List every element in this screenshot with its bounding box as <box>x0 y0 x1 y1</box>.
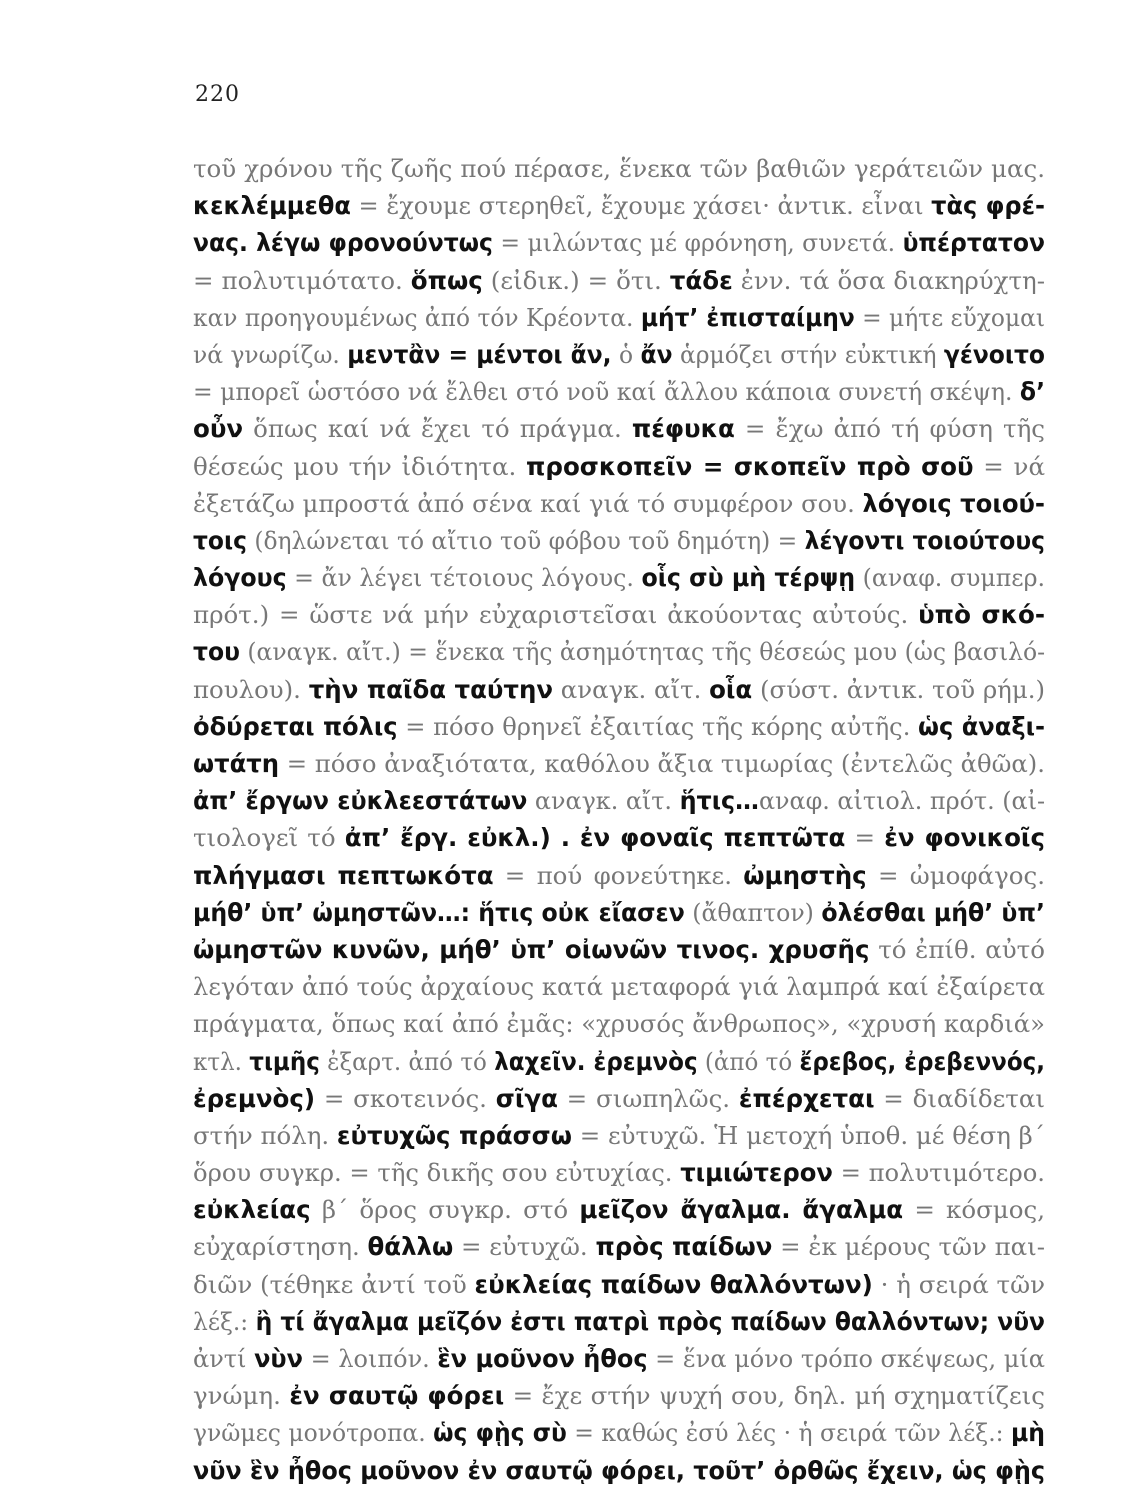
lemma-term: ἐπέρχεται <box>738 1083 875 1113</box>
lemma-term: ὅπως <box>410 265 483 295</box>
text-line <box>193 1377 1045 1414</box>
lemma-term: τοις <box>193 525 247 555</box>
text-line <box>193 968 1045 1005</box>
text-line <box>193 931 1045 968</box>
gloss-text: = σκοτεινός. <box>315 1083 496 1113</box>
lemma-term: ἄν <box>640 339 673 369</box>
lemma-term: λόγους <box>193 563 287 593</box>
lemma-term: θάλλω <box>367 1232 454 1262</box>
lemma-term: ἓν μοῦνον ἦθος <box>437 1344 648 1373</box>
gloss-text: γνῶμες μονότροπα. <box>193 1418 434 1448</box>
lemma-term: μήτ’ ἐπισταίμην <box>640 302 855 332</box>
gloss-text: = ἐκ μέρους τῶν παι- <box>772 1232 1045 1262</box>
lemma-term: τάδε <box>669 265 733 295</box>
lemma-term: ἥτις… <box>679 786 759 816</box>
lemma-term: του <box>193 637 240 667</box>
text-line <box>193 187 1045 224</box>
text-line <box>193 1228 1045 1265</box>
text-line <box>193 596 1045 633</box>
lemma-term: λόγοις τοιού- <box>862 488 1045 518</box>
gloss-text: γνώμη. <box>193 1381 290 1411</box>
text-line <box>193 299 1045 336</box>
lemma-term: τιμῆς <box>249 1046 320 1076</box>
lemma-term: ἔρεβος, ἐρεβεννός, <box>799 1046 1045 1076</box>
lemma-term: νας. λέγω φρονούντως <box>193 228 493 258</box>
text-line <box>193 485 1045 522</box>
lemma-term: οἷα <box>709 674 753 704</box>
lemma-term: οἷς σὺ μὴ τέρψῃ <box>641 563 856 593</box>
gloss-text: κτλ. <box>193 1046 250 1076</box>
gloss-text: πράγματα, ὅπως καί ἀπό ἐμᾶς: «χρυσός ἄνθρωπος», «χρυσή καρδιά» <box>193 1009 1045 1039</box>
gloss-text: ἐνν. τά ὅσα διακηρύχτη- <box>732 265 1045 295</box>
gloss-text: = λοιπόν. <box>302 1344 438 1373</box>
text-line <box>193 1080 1045 1117</box>
gloss-text: τιολογεῖ τό <box>193 823 345 853</box>
gloss-text: = πολυτιμότερο. <box>832 1158 1045 1188</box>
lemma-term: λαχεῖν. ἐρεμνὸς <box>494 1046 698 1076</box>
gloss-text: ὅρου συγκρ. = τῆς δικῆς σου εὐτυχίας. <box>193 1158 681 1188</box>
gloss-text: = νά <box>973 451 1045 481</box>
text-line <box>193 1005 1045 1042</box>
lemma-term: εὐκλείας παίδων θαλλόντων) <box>474 1269 873 1299</box>
lemma-term: οὖν <box>193 414 244 444</box>
lemma-term: λέγοντι τοιούτους <box>804 525 1045 555</box>
lemma-term: ἐν φονικοῖς <box>884 823 1045 853</box>
gloss-text: = πόσο ἀναξιότατα, καθόλου ἄξια τιμωρίας (ἐντελῶς ἀθῶα). <box>279 749 1045 778</box>
text-line <box>193 522 1045 559</box>
gloss-text: νά γνωρίζω. <box>193 339 348 369</box>
text-line <box>193 1154 1045 1191</box>
gloss-text: = μιλώντας μέ φρόνηση, συνετά. <box>492 228 903 258</box>
gloss-text: = διαδίδεται <box>874 1083 1045 1113</box>
text-line <box>193 1266 1045 1303</box>
lemma-term: ὠμηστῶν κυνῶν, μήθ’ ὑπ’ οἰωνῶν τινος. χρυσῆς <box>193 934 870 964</box>
text-line <box>193 745 1045 782</box>
gloss-text: λέξ.: <box>193 1306 256 1336</box>
gloss-text: λεγόταν ἀπό τούς ἀρχαίους κατά μεταφορά γιά λαμπρά καί ἐξαίρετα <box>193 972 1045 1002</box>
gloss-text: = ὠμοφάγος. <box>866 860 1045 890</box>
gloss-text: τό ἐπίθ. αὐτό <box>869 934 1045 964</box>
lemma-term: δ’ <box>1019 377 1045 407</box>
gloss-text: = πόσο θρηνεῖ ἐξαιτίας τῆς κόρης αὐτῆς. <box>397 711 919 741</box>
gloss-text: διῶν (τέθηκε ἀντί τοῦ <box>193 1269 475 1299</box>
lemma-term: ἀπ’ ἔργων εὐκλεεστάτων <box>193 786 528 816</box>
gloss-text: εὐχαρίστηση. <box>193 1232 368 1262</box>
gloss-text: = ἕνα μόνο τρόπο σκέψεως, μία <box>647 1344 1045 1373</box>
lemma-term: εὐκλείας <box>193 1195 311 1225</box>
lemma-term: ἐν σαυτῷ φόρει <box>289 1381 505 1411</box>
gloss-text: = μήτε εὔχομαι <box>854 302 1045 332</box>
lemma-term: γένοιτο <box>943 339 1045 369</box>
gloss-text: ὅπως καί νά ἔχει τό πράγμα. <box>243 414 632 444</box>
text-line <box>193 1414 1045 1451</box>
text-line <box>193 782 1045 819</box>
text-line <box>193 336 1045 373</box>
lemma-term: μήθ’ ὑπ’ ὠμηστῶν…: ἥτις οὐκ εἴασεν <box>193 897 685 927</box>
gloss-text: = εὐτυχῶ. <box>453 1232 596 1262</box>
gloss-text: καν προηγουμένως ἀπό τόν Κρέοντα. <box>193 302 641 332</box>
text-line <box>193 262 1045 299</box>
lemma-term: ἀπ’ ἔργ. εὐκλ.) . ἐν φοναῖς πεπτῶτα <box>344 823 846 853</box>
lemma-term: μεῖζον ἄγαλμα. ἄγαλμα <box>579 1195 904 1225</box>
lemma-term: σῖγα <box>495 1083 558 1113</box>
text-line <box>193 448 1045 485</box>
text-line <box>193 1452 1045 1489</box>
text-line <box>193 410 1045 447</box>
text-line <box>193 708 1045 745</box>
gloss-text: (ἀπό τό <box>697 1046 800 1076</box>
lemma-term: προσκοπεῖν = σκοπεῖν πρὸ σοῦ <box>526 451 974 481</box>
lemma-term: ωτάτη <box>193 749 280 778</box>
text-line <box>193 1117 1045 1154</box>
lemma-term: εὐτυχῶς πράσσω <box>336 1120 572 1150</box>
gloss-text: = μπορεῖ ὡστόσο νά ἔλθει στό νοῦ καί ἄλλου κάποια συνετή σκέψη. <box>193 377 1020 407</box>
commentary-text <box>193 150 1045 1489</box>
lemma-term: μεντἂν = μέντοι ἄν, <box>347 339 612 369</box>
gloss-text: ἐξαρτ. ἀπό τό <box>319 1046 495 1076</box>
lemma-term: μὴ <box>1011 1418 1045 1448</box>
lemma-term: τὰς φρέ- <box>931 191 1045 221</box>
lemma-term: ὀδύρεται πόλις <box>193 711 398 741</box>
lemma-term: ὠμηστὴς <box>743 860 867 890</box>
lemma-term: τὴν παῖδα ταύτην <box>308 674 554 704</box>
lemma-term: πλήγμασι πεπτωκότα <box>193 860 494 890</box>
text-line <box>193 1191 1045 1228</box>
text-line <box>193 633 1045 670</box>
lemma-term: ὑπὸ σκό- <box>918 600 1045 630</box>
lemma-term: ὡς ἀναξι- <box>918 711 1045 741</box>
text-line <box>193 671 1045 708</box>
text-line <box>193 1340 1045 1377</box>
text-line <box>193 894 1045 931</box>
text-line <box>193 559 1045 596</box>
gloss-text: ἀντί <box>193 1344 255 1373</box>
lemma-term: νὺν <box>254 1344 303 1373</box>
lemma-term: νῦν ἓν ἦθος μοῦνον ἐν σαυτῷ φόρει, τοῦτ’ ὀρθῶς ἔχειν, ὡς φῂς <box>193 1455 1045 1485</box>
gloss-text: = <box>845 823 885 853</box>
gloss-text: τοῦ χρόνου τῆς ζωῆς πού πέρασε, ἕνεκα τῶν βαθιῶν γεράτειῶν μας. <box>193 154 1045 183</box>
text-line <box>193 1303 1045 1340</box>
gloss-text: = σιωπηλῶς. <box>557 1083 739 1113</box>
gloss-text: (αναγκ. αἴτ.) = ἕνεκα τῆς ἀσημότητας τῆς θέσεώς μου (ὡς βασιλό- <box>239 637 1045 667</box>
lemma-term: ὀλέσθαι μήθ’ ὑπ’ <box>821 897 1045 927</box>
gloss-text: θέσεώς μου τήν ἰδιότητα. <box>193 451 527 481</box>
gloss-text: στήν πόλη. <box>193 1120 337 1150</box>
text-line <box>193 150 1045 187</box>
page-number: 220 <box>195 82 240 107</box>
text-line <box>193 224 1045 261</box>
lemma-term: πρὸς παίδων <box>595 1232 773 1262</box>
gloss-text: αναφ. αἰτιολ. πρότ. (αἰ- <box>758 786 1045 816</box>
gloss-text: = ἄν λέγει τέτοιους λόγους. <box>286 563 642 593</box>
gloss-text: = ἔχω ἀπό τή φύση τῆς <box>734 414 1045 444</box>
gloss-text: αναγκ. αἴτ. <box>527 786 680 816</box>
gloss-text: = ἔχε στήν ψυχή σου, δηλ. μή σχηματίζεις <box>504 1381 1045 1411</box>
gloss-text: πουλου). <box>193 674 309 704</box>
gloss-text: πρότ.) = ὥστε νά μήν εὐχαριστεῖσαι ἀκούοντας αὐτούς. <box>193 600 919 630</box>
lemma-term: τιμιώτερον <box>680 1158 833 1188</box>
gloss-text: = καθώς ἐσύ λές · ἡ σειρά τῶν λέξ.: <box>566 1418 1012 1448</box>
gloss-text: (σύστ. ἀντικ. τοῦ ρήμ.) <box>752 674 1045 704</box>
lemma-term: ἐρεμνὸς) <box>193 1083 316 1113</box>
gloss-text: β´ ὅρος συγκρ. στό <box>310 1195 580 1225</box>
lemma-term: ἢ τί ἄγαλμα μεῖζόν ἐστι πατρὶ πρὸς παίδων θαλλόντων; νῦν <box>255 1306 1045 1336</box>
text-line <box>193 857 1045 894</box>
gloss-text: ἐξετάζω μπροστά ἀπό σένα καί γιά τό συμφέρον σου. <box>193 488 863 518</box>
lemma-term: πέφυκα <box>631 414 735 444</box>
gloss-text: αναγκ. αἴτ. <box>553 674 710 704</box>
gloss-text: = ἔχουμε στερηθεῖ, ἔχουμε χάσει· ἀντικ. εἶναι <box>350 191 932 221</box>
text-line <box>193 373 1045 410</box>
gloss-text: = πού φονεύτηκε. <box>493 860 744 890</box>
gloss-text: · ἡ σειρά τῶν <box>872 1269 1045 1299</box>
gloss-text: (εἰδικ.) = ὅτι. <box>482 265 670 295</box>
gloss-text: = εὐτυχῶ. Ἡ μετοχή ὑποθ. μέ θέση β´ <box>571 1120 1045 1150</box>
gloss-text: (δηλώνεται τό αἴτιο τοῦ φόβου τοῦ δημότη) = <box>246 525 805 555</box>
lemma-term: ὡς φῂς σὺ <box>433 1418 567 1448</box>
gloss-text: ὁ <box>611 339 641 369</box>
gloss-text: (αναφ. συμπερ. <box>855 563 1045 593</box>
gloss-text: (ἄθαπτον) <box>684 897 822 927</box>
gloss-text: = κόσμος, <box>903 1195 1045 1225</box>
text-line <box>193 1043 1045 1080</box>
gloss-text: ἁρμόζει στήν εὐκτική <box>672 339 944 369</box>
lemma-term: κεκλέμμεθα <box>193 191 351 221</box>
gloss-text: = πολυτιμότατο. <box>193 265 411 295</box>
lemma-term: ὑπέρτατον <box>902 228 1045 258</box>
text-line <box>193 819 1045 856</box>
